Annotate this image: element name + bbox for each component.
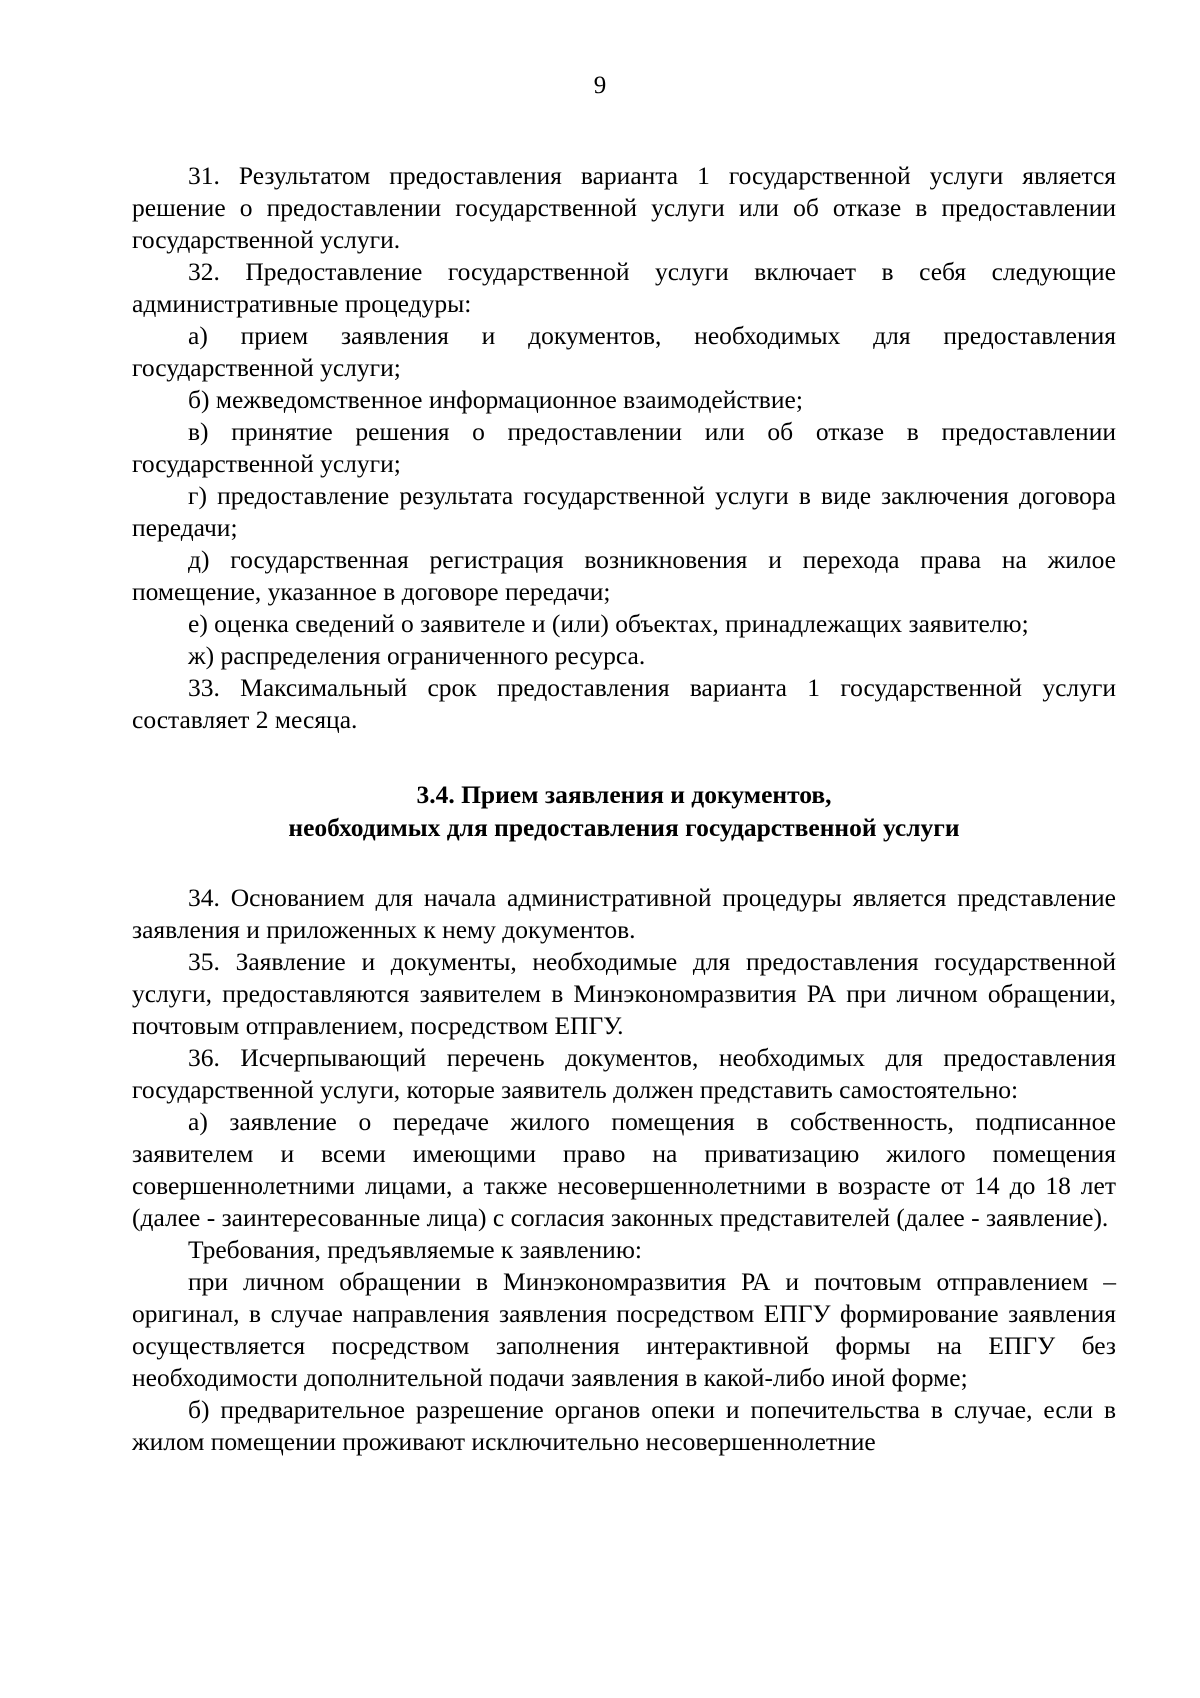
paragraph-34: 34. Основанием для начала административной процедуры является представление заявления и приложенных к нему документов. — [132, 883, 1116, 944]
paragraph-33: 33. Максимальный срок предоставления варианта 1 государственной услуги составляет 2 месяца. — [132, 673, 1116, 734]
requirements-heading: Требования, предъявляемые к заявлению: — [188, 1235, 642, 1264]
list-item-d: д) государственная регистрация возникновения и перехода права на жилое помещение, указанное в договоре передачи; — [132, 545, 1116, 606]
paragraph-35: 35. Заявление и документы, необходимые для предоставления государственной услуги, предоставляются заявителем в Минэкономразвития РА при личном обращении, почтовым отправлением, посредством ЕПГУ. — [132, 947, 1116, 1040]
list-item-b: б) межведомственное информационное взаимодействие; — [188, 385, 803, 414]
document-body — [132, 160, 1116, 1458]
list-item-a: а) прием заявления и документов, необходимых для предоставления государственной услуги; — [132, 321, 1116, 382]
paragraph-36: 36. Исчерпывающий перечень документов, необходимых для предоставления государственной услуги, которые заявитель должен представить самостоятельно: — [132, 1043, 1116, 1104]
paragraph-31: 31. Результатом предоставления варианта 1 государственной услуги является решение о предоставлении государственной услуги или об отказе в предоставлении государственной услуги. — [132, 161, 1116, 254]
list-item-v: в) принятие решения о предоставлении или об отказе в предоставлении государственной услуги; — [132, 417, 1116, 478]
list-item-b-permission: б) предварительное разрешение органов опеки и попечительства в случае, если в жилом помещении проживают исключительно несовершеннолетние — [132, 1395, 1116, 1456]
list-item-zh: ж) распределения ограниченного ресурса. — [188, 641, 646, 670]
section-heading-line-2: необходимых для предоставления государственной услуги — [288, 813, 960, 842]
section-heading — [132, 778, 1116, 844]
list-item-e: е) оценка сведений о заявителе и (или) объектах, принадлежащих заявителю; — [188, 609, 1029, 638]
paragraph-32: 32. Предоставление государственной услуги включает в себя следующие административные процедуры: — [132, 257, 1116, 318]
list-item-a-application: а) заявление о передаче жилого помещения в собственность, подписанное заявителем и всеми имеющими право на приватизацию жилого помещения совершеннолетними лицами, а также несовершеннолетними в возрасте от 14 до 18 лет (далее - заинтересованные лица) с согласия законных представителей (далее - заявление). — [132, 1107, 1116, 1232]
list-item-g: г) предоставление результата государственной услуги в виде заключения договора передачи; — [132, 481, 1116, 542]
requirements-text: при личном обращении в Минэкономразвития РА и почтовым отправлением – оригинал, в случае направления заявления посредством ЕПГУ формирование заявления осуществляется посредством заполнения интерактивной формы на ЕПГУ без необходимости дополнительной подачи заявления в какой-либо иной форме; — [132, 1267, 1116, 1392]
section-heading-line-1: 3.4. Прием заявления и документов, — [416, 780, 832, 809]
page-number: 9 — [593, 72, 607, 99]
